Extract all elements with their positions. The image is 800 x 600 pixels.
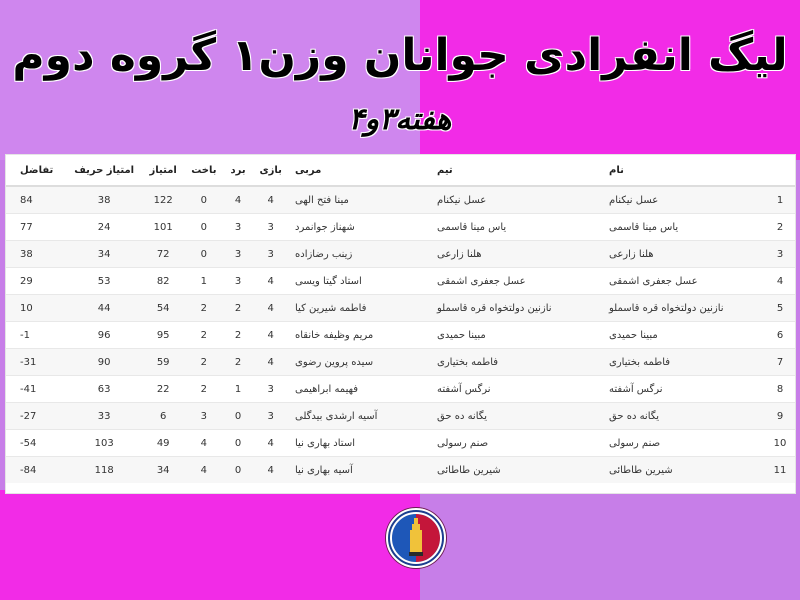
cell-diff: 77 [6,214,66,241]
cell-won: 3 [224,268,253,295]
cell-name: یاس مینا قاسمی [603,214,765,241]
cell-lost: 4 [184,430,224,457]
cell-lost: 1 [184,268,224,295]
cell-lost: 2 [184,322,224,349]
cell-played: 3 [252,214,289,241]
cell-coach: زینب رضازاده [289,241,431,268]
cell-won: 0 [224,403,253,430]
background-panel-bottom-left [0,490,420,600]
cell-lost: 3 [184,403,224,430]
table-row[interactable] [6,322,795,349]
cell-name: هلنا زارعی [603,241,765,268]
cell-index: 5 [765,295,795,322]
table-row[interactable] [6,349,795,376]
cell-team: صنم رسولی [431,430,603,457]
cell-diff: 84- [6,457,66,484]
table-row[interactable] [6,214,795,241]
cell-won: 4 [224,186,253,214]
cell-lost: 0 [184,186,224,214]
cell-coach: سیده پروین رضوی [289,349,431,376]
cell-lost: 2 [184,376,224,403]
cell-team: عسل نیکنام [431,186,603,214]
cell-name: شیرین طاطائی [603,457,765,484]
cell-team: یگانه ده حق [431,403,603,430]
cell-opp-points: 90 [66,349,142,376]
cell-opp-points: 34 [66,241,142,268]
cell-won: 1 [224,376,253,403]
cell-index: 6 [765,322,795,349]
cell-points: 54 [142,295,184,322]
header-opp-points[interactable]: امتیاز حریف [66,155,142,186]
cell-coach: استاد گیتا ویسی [289,268,431,295]
cell-name: نرگس آشفته [603,376,765,403]
cell-name: صنم رسولی [603,430,765,457]
header-played[interactable]: بازی [252,155,289,186]
cell-index: 10 [765,430,795,457]
cell-index: 1 [765,186,795,214]
cell-opp-points: 44 [66,295,142,322]
cell-won: 3 [224,241,253,268]
emblem-graphic [388,510,444,566]
cell-diff: 38 [6,241,66,268]
cell-coach: آسیه ارشدی بیدگلی [289,403,431,430]
cell-lost: 0 [184,214,224,241]
cell-opp-points: 38 [66,186,142,214]
cell-name: مبینا حمیدی [603,322,765,349]
table-header [6,155,795,186]
cell-played: 3 [252,403,289,430]
cell-index: 8 [765,376,795,403]
cell-won: 0 [224,457,253,484]
cell-index: 9 [765,403,795,430]
cell-played: 4 [252,457,289,484]
cell-points: 34 [142,457,184,484]
table-row[interactable] [6,241,795,268]
header-won[interactable]: برد [224,155,253,186]
cell-points: 72 [142,241,184,268]
cell-diff: 1- [6,322,66,349]
header-row [6,155,795,186]
cell-played: 4 [252,349,289,376]
table-row[interactable] [6,186,795,214]
cell-team: مبینا حمیدی [431,322,603,349]
cell-points: 101 [142,214,184,241]
table-body [6,186,795,483]
cell-index: 11 [765,457,795,484]
cell-coach: شهناز جوانمرد [289,214,431,241]
cell-opp-points: 63 [66,376,142,403]
cell-name: فاطمه بختیاری [603,349,765,376]
header-coach[interactable]: مربی [289,155,431,186]
cell-diff: 29 [6,268,66,295]
cell-points: 59 [142,349,184,376]
standings-table-panel [5,154,796,494]
table-row[interactable] [6,268,795,295]
cell-team: عسل جعفری اشمقی [431,268,603,295]
cell-diff: 54- [6,430,66,457]
cell-coach: استاد بهاری نیا [289,430,431,457]
cell-lost: 2 [184,295,224,322]
cell-coach: مریم وظیفه خانقاه [289,322,431,349]
header-index [765,155,795,186]
cell-index: 3 [765,241,795,268]
cell-points: 49 [142,430,184,457]
cell-team: نرگس آشفته [431,376,603,403]
cell-diff: 27- [6,403,66,430]
cell-team: یاس مینا قاسمی [431,214,603,241]
page-subtitle: هفته۳و۴ [348,102,452,137]
cell-index: 7 [765,349,795,376]
table-row[interactable] [6,295,795,322]
cell-team: فاطمه بختیاری [431,349,603,376]
cell-name: نازنین دولتخواه قره قاسملو [603,295,765,322]
cell-opp-points: 33 [66,403,142,430]
cell-played: 3 [252,376,289,403]
cell-coach: فاطمه شیرین کیا [289,295,431,322]
cell-opp-points: 24 [66,214,142,241]
cell-points: 95 [142,322,184,349]
cell-played: 4 [252,186,289,214]
table-row[interactable] [6,376,795,403]
cell-team: هلنا زارعی [431,241,603,268]
cell-won: 3 [224,214,253,241]
cell-team: شیرین طاطائی [431,457,603,484]
cell-opp-points: 103 [66,430,142,457]
cell-won: 0 [224,430,253,457]
cell-name: یگانه ده حق [603,403,765,430]
cell-played: 4 [252,295,289,322]
header-diff[interactable]: تفاضل [6,155,66,186]
cell-index: 2 [765,214,795,241]
cell-lost: 4 [184,457,224,484]
cell-coach: مینا فتح الهی [289,186,431,214]
table-row[interactable] [6,430,795,457]
cell-lost: 2 [184,349,224,376]
cell-points: 82 [142,268,184,295]
cell-played: 4 [252,268,289,295]
cell-points: 22 [142,376,184,403]
cell-coach: فهیمه ابراهیمی [289,376,431,403]
cell-opp-points: 53 [66,268,142,295]
federation-emblem-icon [386,508,446,568]
cell-diff: 41- [6,376,66,403]
table-row[interactable] [6,457,795,484]
page-title: لیگ انفرادی جوانان وزن۱ گروه دوم [12,30,788,81]
background-panel-bottom-right [420,490,800,600]
cell-won: 2 [224,295,253,322]
cell-played: 3 [252,241,289,268]
cell-diff: 10 [6,295,66,322]
cell-index: 4 [765,268,795,295]
cell-played: 4 [252,430,289,457]
cell-diff: 31- [6,349,66,376]
header-name[interactable]: نام [603,155,765,186]
cell-played: 4 [252,322,289,349]
cell-points: 122 [142,186,184,214]
cell-diff: 84 [6,186,66,214]
header-points[interactable]: امتیاز [142,155,184,186]
cell-team: نازنین دولتخواه قره قاسملو [431,295,603,322]
cell-won: 2 [224,322,253,349]
cell-lost: 0 [184,241,224,268]
header-team[interactable]: تیم [431,155,603,186]
cell-opp-points: 118 [66,457,142,484]
header-lost[interactable]: باخت [184,155,224,186]
cell-coach: آسیه بهاری نیا [289,457,431,484]
cell-won: 2 [224,349,253,376]
cell-opp-points: 96 [66,322,142,349]
cell-name: عسل نیکنام [603,186,765,214]
table-row[interactable] [6,403,795,430]
cell-points: 6 [142,403,184,430]
standings-table [6,155,795,483]
cell-name: عسل جعفری اشمقی [603,268,765,295]
